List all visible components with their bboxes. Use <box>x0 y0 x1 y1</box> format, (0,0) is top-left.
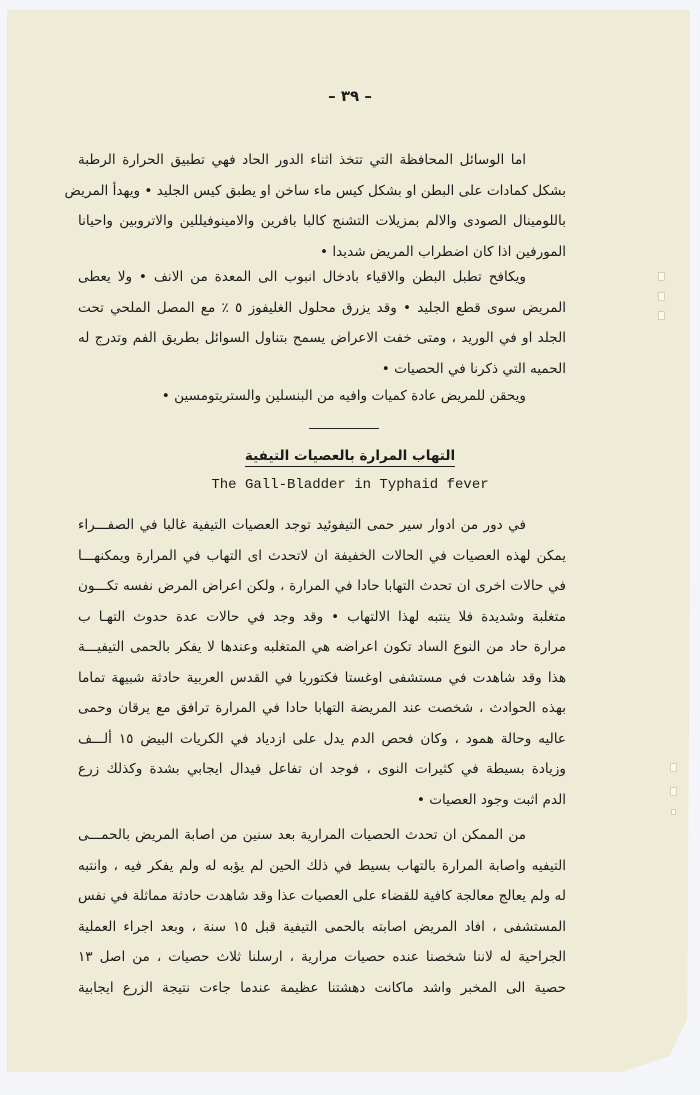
text-line: في حالات اخرى ان تحدث التهابا حادا في المرارة ، ولكن اعراض المرض نفسه تكـــون <box>78 578 566 594</box>
text-line: ويحقن للمريض عادة كميات وافيه من البنسلين والستريتومسين • <box>161 388 526 404</box>
text-line: هذا وقد شاهدت في مستشفى اوغستا فكتوريا في القدس العربية حادثة شبيهة تماما <box>78 669 566 686</box>
text-line: في دور من ادوار سير حمى التيفوئيد توجد العصيات التيفية غالبا في الصفـــراء <box>78 517 526 533</box>
punch-hole <box>658 292 665 301</box>
section-title-arabic <box>0 448 700 464</box>
text-line: حصية الى المخبر واشد ماكانت دهشتنا عظيمة عندما جاءت نتيجة الزرع ايجابية <box>78 979 566 996</box>
text-line: له ولم يعالج معالجة كافية للقضاء على العصيات عذا وقد شاهدت حادثة مماثلة في نفس <box>78 888 566 904</box>
section-divider <box>309 428 379 429</box>
text-line: مرارة حاد من النوع الساد تكون اعراضه هي المتغلبه وعندها لا يفكر بالحمى التيفيـــة <box>78 639 566 655</box>
text-line: التيفيه واصابة المرارة بالتهاب بسيط في ذلك الحين لم يؤبه له ولم يفكر فيه ، وانتبه <box>78 857 566 874</box>
text-line: متغلبة وشديدة فلا ينتبه لهذا الالتهاب • وقد وجد في حالات عدة حدوث التهـا ب <box>78 608 566 625</box>
punch-hole <box>670 787 677 796</box>
paragraph <box>78 381 566 412</box>
text-line: الجراحية له لاننا شخصنا عنده حصيات مرارية ، ارسلنا ثلاث حصيات ، من اصل ١٣ <box>78 949 566 965</box>
paragraph <box>64 145 566 267</box>
text-line: الدم اثبت وجود العصيات • <box>416 791 566 808</box>
text-line: يمكن لهذه العصيات في الحالات الخفيفة ان لاتحدث اى التهاب في المرارة ويمكنهـــا <box>78 547 566 564</box>
paragraph <box>78 262 566 384</box>
text-line: المريض سوى قطع الجليد • وقد يزرق محلول الغليفوز ٥ ٪ مع المصل الملحي تحت <box>78 299 566 316</box>
text-line: اما الوسائل المحافظة التي تتخذ اثناء الدور الحاد فهي تطبيق الحرارة الرطبة <box>78 152 526 168</box>
punch-hole <box>658 272 665 281</box>
paragraph <box>78 510 566 815</box>
punch-hole <box>671 809 676 815</box>
text-line: بهذه الحوادث ، شخصت عند المريضة التهابا حادا في المرارة ترافق مع يرقان وحمى <box>78 700 566 716</box>
text-line: باللومينال الصودى والالم بمزيلات التشنج كالبا بافرين والامينوفيللين والاتروبين واحيانا <box>78 213 566 229</box>
text-line: المستشفى ، افاد المريض اصابته بالحمى التيفية قبل ١٥ سنة ، وبعد اجراء العملية <box>78 918 567 935</box>
text-line: عاليه وحالة همود ، وكان فحص الدم يدل على ازدياد في الكريات البيض ١٥ ألـــف <box>78 730 566 747</box>
punch-hole <box>658 311 665 320</box>
text-line: وزيادة بسيطة في كثيرات النوى ، فوجد ان تفاعل فيدال ايجابي بشدة وكذلك زرع <box>78 761 566 777</box>
paragraph <box>78 820 566 1003</box>
section-title-english: The Gall-Bladder in Typhaid fever <box>211 477 489 493</box>
text-line: ويكافح تطبل البطن والاقياء بادخال انبوب الى المعدة من الانف • ولا يعطى <box>78 269 526 285</box>
text-line: بشكل كمادات على البطن او بشكل كيس ماء ساخن او يطبق كيس الجليد • ويهدأ المريض <box>64 182 566 199</box>
text-line: المورفين اذا كان اضطراب المريض شديدا • <box>320 243 566 260</box>
text-line: من الممكن ان تحدث الحصيات المرارية بعد سنين من اصابة المريض بالحمـــى <box>78 827 526 843</box>
text-line: الجلد او في الوريد ، ومتى خفت الاعراض يسمح بتناول السوائل بطريق الفم وتدرج له <box>78 330 566 346</box>
section-title-arabic-text: التهاب المرارة بالعصيات التيفية <box>245 448 455 467</box>
punch-hole <box>670 763 677 772</box>
text-line: الحميه التي ذكرنا في الحصيات • <box>381 360 566 377</box>
page-number: – ٣٩ – <box>328 87 372 105</box>
